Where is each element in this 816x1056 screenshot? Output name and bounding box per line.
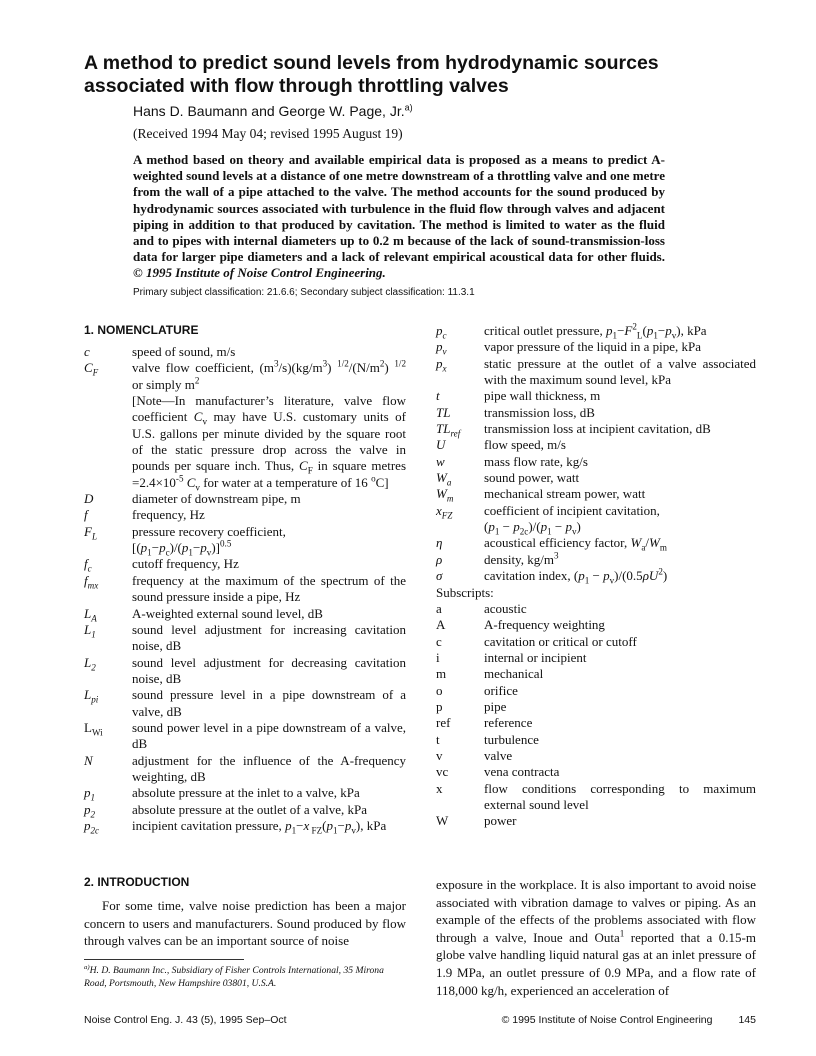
subscript-definition: valve [484, 747, 513, 763]
section-heading-introduction: 2. INTRODUCTION [84, 875, 190, 889]
nomenclature-definition: transmission loss, dB [484, 404, 595, 420]
intro-text-part1: exposure in the workplace. It is also important to avoid noise associated with vibration damage to valves or piping. As an example of the effects of the problems associated with flow through a valve, Inoue and Outa [436, 877, 756, 945]
nomenclature-definition: sound pressure level in a pipe downstream of a valve, dB [132, 687, 406, 719]
subscript-definition: orifice [484, 682, 518, 698]
nomenclature-symbol: w [436, 453, 445, 469]
intro-text-part2: reported that a 0.15-m globe valve handling liquid natural gas at an inlet pressure of 1.9 MPa, an outlet pressure of 0.9 MPa, and a flow rate of 118,000 kg/h, experienced an acceleration of [436, 929, 756, 998]
subscript-definition: internal or incipient [484, 649, 587, 665]
subscript-definition: pipe [484, 698, 507, 714]
nomenclature-definition: sound level adjustment for increasing cavitation noise, dB [132, 621, 406, 654]
footnote [84, 964, 406, 990]
nomenclature-definition: frequency, Hz [132, 507, 205, 523]
nomenclature-symbol: $L_2$ [84, 654, 96, 673]
journal-citation: Noise Control Eng. J. 43 (5), 1995 Sep–Oct [84, 1014, 287, 1026]
nomenclature-symbol: $L_A$ [84, 605, 97, 624]
subscript-definition: flow conditions corresponding to maximum external sound level [484, 780, 756, 812]
nomenclature-symbol: $C_F$ [84, 360, 99, 378]
nomenclature-definition: static pressure at the outlet of a valve associated with the maximum sound level, kPa [484, 355, 756, 388]
nomenclature-definition: cavitation index, $(p_1 - p_v)/(0.5\rho U^2)$ [484, 566, 668, 586]
subscript-symbol: vc [436, 764, 449, 780]
nomenclature-symbol: $W_a$ [436, 470, 452, 488]
nomenclature-definition: incipient cavitation pressure, $p_1-x$ $_{FZ}(p_1-p_v)$, kPa [132, 817, 387, 836]
nomenclature-symbol: $f_c$ [84, 556, 92, 575]
nomenclature-symbol: f [84, 507, 88, 523]
footnote-mark: a) [84, 963, 90, 971]
subscript-symbol: o [436, 682, 443, 698]
nomenclature-symbol: D [84, 491, 94, 507]
nomenclature-symbol: $p_2$ [84, 801, 96, 820]
nomenclature-left-column [84, 323, 406, 834]
subscript-definition: turbulence [484, 731, 539, 747]
subscript-symbol: v [436, 747, 443, 763]
nomenclature-symbol: $W_m$ [436, 486, 454, 505]
nomenclature-symbol: t [436, 388, 440, 404]
subscript-definition: A-frequency weighting [484, 617, 605, 633]
nomenclature-definition: critical outlet pressure, $p_1-F^2_L(p_1-p_v)$, kPa [484, 321, 707, 341]
nomenclature-definition: transmission loss at incipient cavitation, dB [484, 421, 711, 437]
introduction-left [84, 875, 406, 950]
abstract [133, 152, 665, 282]
nomenclature-symbol: $x_{FZ}$ [436, 502, 453, 521]
subscript-definition: acoustic [484, 600, 527, 616]
nomenclature-symbol: U [436, 437, 446, 453]
nomenclature-symbol: $p_1$ [84, 785, 96, 803]
page-number: 145 [738, 1014, 756, 1026]
introduction-continued [436, 876, 756, 999]
nomenclature-definition: pressure recovery coefficient, $[(p_1-p_c)/(p_1-p_v)]^{0.5}$ [132, 523, 286, 558]
nomenclature-definition: sound level adjustment for decreasing cavitation noise, dB [132, 654, 406, 686]
subscript-definition: mechanical [484, 666, 544, 682]
subscript-definition: cavitation or critical or cutoff [484, 633, 637, 649]
subscript-symbol: ref [436, 715, 451, 731]
nomenclature-definition: mass flow rate, kg/s [484, 453, 588, 469]
nomenclature-symbol: $L_1$ [84, 621, 96, 640]
nomenclature-right-column [436, 323, 756, 830]
nomenclature-symbol: $L_{Wi}$ [84, 719, 103, 738]
nomenclature-symbol: $p_c$ [436, 323, 447, 341]
nomenclature-definition: absolute pressure at the inlet to a valve, kPa [132, 785, 360, 801]
nomenclature-note: [Note—In manufacturer’s literature, valve flow coefficient $C_v$ may have U.S. customary units of U.S. gallons per minute divided by the square root of the static pressure drop across the valve in pounds per square inch. Thus, $C_F$ in square metres $=2.4\times 10^{-5}$ $C_v$ for water at a temperature of 16 $^o$C] [132, 393, 407, 493]
nomenclature-symbol: c [84, 344, 90, 359]
nomenclature-symbol: N [84, 752, 93, 768]
nomenclature-symbol: TL [436, 404, 451, 420]
nomenclature-symbol: $TL_{ref}$ [436, 421, 461, 439]
subscript-symbol: x [436, 780, 443, 796]
nomenclature-definition: diameter of downstream pipe, m [132, 491, 301, 507]
nomenclature-symbol: η [436, 535, 443, 551]
nomenclature-definition: speed of sound, m/s [132, 344, 236, 359]
nomenclature-list [84, 344, 406, 834]
footer-copyright [502, 1014, 756, 1026]
nomenclature-definition: density, $kg/m^3$ [484, 550, 559, 567]
nomenclature-symbol: σ [436, 568, 443, 584]
nomenclature-symbol: $f_{mx}$ [84, 572, 99, 591]
nomenclature-symbol: $p_{2c}$ [84, 817, 100, 836]
subscript-symbol: t [436, 731, 440, 747]
subscript-symbol: W [436, 813, 449, 829]
received-dates: (Received 1994 May 04; revised 1995 August 19) [133, 126, 403, 141]
nomenclature-definition: A-weighted external sound level, dB [132, 605, 323, 621]
subscripts-heading: Subscripts: [436, 584, 494, 600]
section-heading-nomenclature: 1. NOMENCLATURE [84, 323, 199, 337]
paper-title: A method to predict sound levels from hydrodynamic sources associated with flow through throttling valves [84, 52, 659, 97]
nomenclature-definition: coefficient of incipient cavitation, $(p_1 - p_{2c})/(p_1 - p_v)$ [484, 502, 660, 537]
footer-copyright-text: © 1995 Institute of Noise Control Engineering [501, 1014, 713, 1026]
nomenclature-definition: mechanical stream power, watt [484, 486, 646, 502]
author-affiliation-mark: a) [404, 102, 413, 113]
authors-names: Hans D. Baumann and George W. Page, Jr. [133, 103, 405, 119]
nomenclature-definition: valve flow coefficient, $(m^3/s)(kg/m^3)$ $^{1/2}/(N/m^2)$ $^{1/2}$ or simply $m^2$ [132, 359, 406, 392]
subscript-symbol: i [436, 649, 440, 665]
subscript-symbol: p [436, 698, 443, 714]
nomenclature-symbol: $F_L$ [84, 523, 98, 542]
subscript-symbol: a [436, 600, 442, 616]
nomenclature-definition: acoustical efficiency factor, $W_a/W_m$ [484, 535, 667, 554]
authors [133, 103, 413, 119]
introduction-paragraph: For some time, valve noise prediction has been a major concern to users and manufacturers. Sound produced by flow through valves can be an important source of noise [84, 898, 406, 949]
subject-classification: Primary subject classification: 21.6.6; Secondary subject classification: 11.3.1 [133, 287, 475, 298]
nomenclature-definition: sound power, watt [484, 470, 580, 486]
nomenclature-symbol: $p_v$ [436, 339, 447, 357]
nomenclature-symbol: $p_x$ [436, 355, 447, 374]
subscript-symbol: m [436, 666, 447, 682]
nomenclature-definition: vapor pressure of the liquid in a pipe, kPa [484, 339, 701, 355]
abstract-copyright: © 1995 Institute of Noise Control Engineering. [133, 265, 386, 281]
nomenclature-definition: sound power level in a pipe downstream of a valve, dB [132, 719, 406, 752]
nomenclature-definition: frequency at the maximum of the spectrum of the sound pressure inside a pipe, Hz [132, 572, 406, 605]
nomenclature-definition: cutoff frequency, Hz [132, 556, 239, 572]
subscript-definition: power [484, 813, 517, 829]
nomenclature-definition: absolute pressure at the outlet of a valve, kPa [132, 801, 368, 817]
nomenclature-definition: flow speed, m/s [484, 437, 566, 453]
abstract-text: A method based on theory and available empirical data is proposed as a means to predict A-weighted sound levels at a distance of one metre downstream of a throttling valve and one metre from the wall of a pipe attached to the valve. The method accounts for the sound produced by hydrodynamic sources associated with turbulence in the fluid flow through valves and adjacent piping in addition to that produced by cavitation. The method is limited to water as the fluid and to pipes with internal diameters up to 0.2 m because of the lack of sound-transmission-loss data for larger pipe diameters and a lack of relevant empirical acoustical data for other fluids. [133, 152, 665, 265]
subscript-definition: reference [484, 715, 533, 731]
nomenclature-definition: pipe wall thickness, m [484, 388, 601, 404]
nomenclature-list-continued [436, 323, 756, 830]
subscript-definition: vena contracta [484, 764, 560, 780]
nomenclature-symbol: $L_{pi}$ [84, 687, 99, 705]
footnote-text: H. D. Baumann Inc., Subsidiary of Fisher Controls International, 35 Mirona Road, Portsmouth, New Hampshire 03801, U.S.A. [84, 965, 384, 989]
footnote-rule [84, 959, 244, 960]
nomenclature-symbol: ρ [436, 551, 443, 567]
nomenclature-definition: adjustment for the influence of the A-frequency weighting, dB [132, 752, 406, 784]
reference-mark: 1 [619, 928, 625, 939]
subscript-symbol: A [436, 617, 446, 633]
subscript-symbol: c [436, 633, 442, 649]
